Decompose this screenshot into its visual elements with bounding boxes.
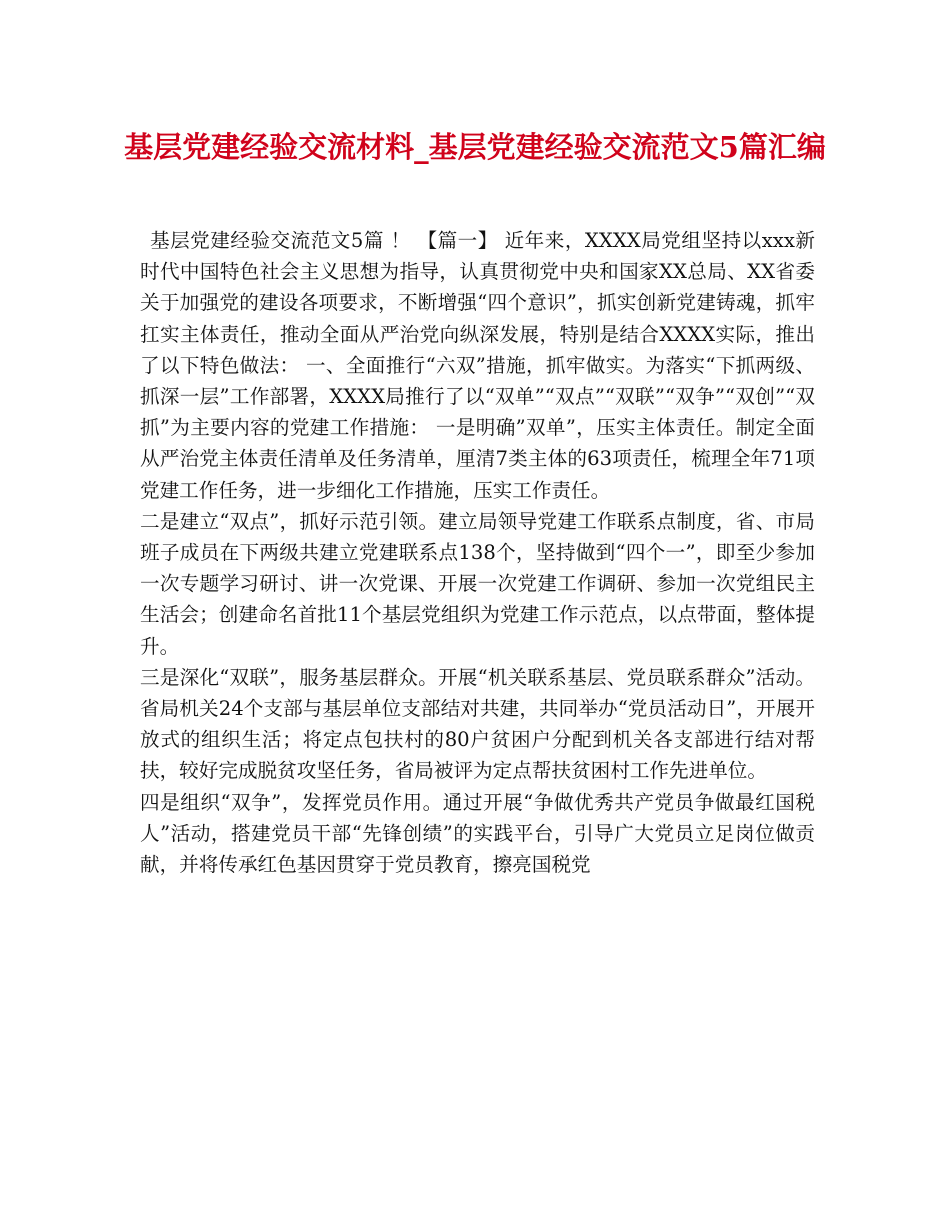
paragraph-intro: 基层党建经验交流范文5篇 ！ 【篇一】 近年来，XXXX局党组坚持以xxx新时代中国特色社会主义思想为指导，认真贯彻党中央和国家XX总局、XX省委关于加强党的建设各项要求，不断增强“四个意识”，抓实创新党建铸魂，抓牢扛实主体责任，推动全面从严治党向纵深发展，特别是结合XXXX实际，推出了以下特色做法： 一、全面推行“六双”措施，抓牢做实。为落实“下抓两级、抓深一层”工作部署，XXXX局推行了以“双单”“双点”“双联”“双争”“双创”“双抓”为主要内容的党建工作措施： 一是明确”双单”，压实主体责任。制定全面从严治党主体责任清单及任务清单，厘清7类主体的63项责任，梳理全年71项党建工作任务，进一步细化工作措施，压实工作责任。 bbox=[140, 229, 815, 502]
paragraph-shuangzheng: 四是组织“双争”，发挥党员作用。通过开展“争做优秀共产党员争做最红国税人”活动，搭建党员干部“先锋创绩”的实践平台，引导广大党员立足岗位做贡献，并将传承红色基因贯穿于党员教育，擦亮国税党 bbox=[140, 790, 815, 877]
paragraph-shuangdian: 二是建立“双点”，抓好示范引领。建立局领导党建工作联系点制度，省、市局班子成员在下两级共建立党建联系点138个，坚持做到“四个一”，即至少参加一次专题学习研讨、讲一次党课、开展一次党建工作调研、参加一次党组民主生活会；创建命名首批11个基层党组织为党建工作示范点，以点带面，整体提升。 bbox=[140, 509, 815, 658]
document-title: 基层党建经验交流材料_基层党建经验交流范文5篇汇编 bbox=[124, 130, 826, 164]
document-body bbox=[140, 225, 815, 880]
paragraph-shuanglian: 三是深化“双联”，服务基层群众。开展“机关联系基层、党员联系群众”活动。省局机关24个支部与基层单位支部结对共建，共同举办“党员活动日”，开展开放式的组织生活；将定点包扶村的80户贫困户分配到机关各支部进行结对帮扶，较好完成脱贫攻坚任务，省局被评为定点帮扶贫困村工作先进单位。 bbox=[140, 665, 815, 783]
